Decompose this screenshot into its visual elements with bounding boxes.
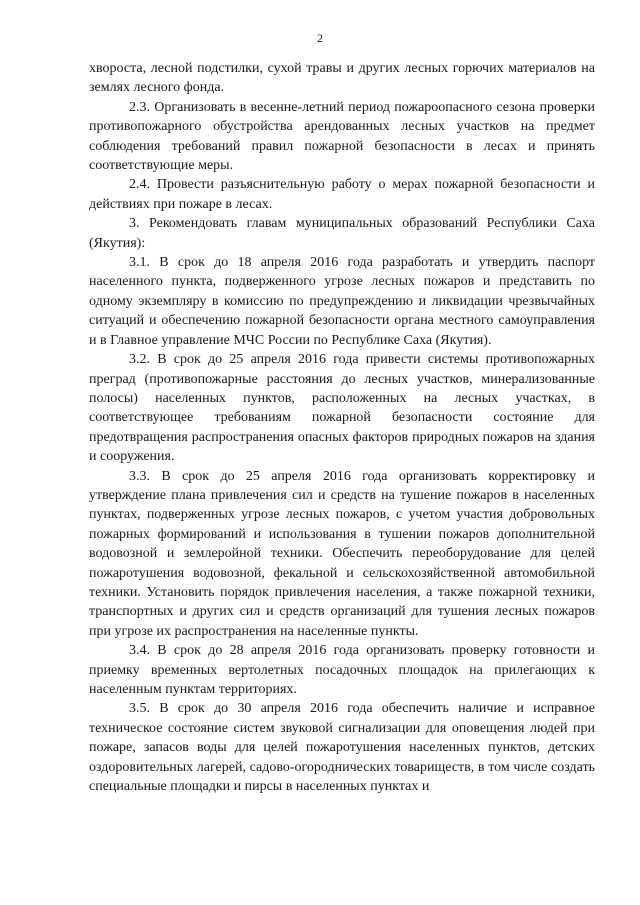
page-number: 2 — [317, 31, 323, 45]
paragraph-3-5: 3.5. В срок до 30 апреля 2016 года обеспечить наличие и исправное техническое состояние систем звуковой сигнализации для оповещения людей при пожаре, запасов воды для целей пожаротушения населенных пунктов, детских оздоровительных лагерей, садово-огороднических товариществ, в том числе создать специальные площадки и пирсы в населенных пунктах и — [89, 701, 595, 795]
paragraph-3-2: 3.2. В срок до 25 апреля 2016 года привести системы противопожарных преград (противопожарные расстояния до лесных участков, минерализованные полосы) населенных пунктов, расположенных на лесных участках, в соответствующее требованиям пожарной безопасности состояние для предотвращения распространения опасных факторов природных пожаров на здания и сооружения. — [89, 352, 595, 465]
paragraph-2-4: 2.4. Провести разъяснительную работу о мерах пожарной безопасности и действиях при пожаре в лесах. — [89, 177, 595, 212]
paragraph-3-3: 3.3. В срок до 25 апреля 2016 года организовать корректировку и утверждение плана привлечения сил и средств на тушение пожаров в населенных пунктах, подверженных угрозе лесных пожаров, с учетом участия добровольных пожарных формирований и использования в тушении пожаров дополнительной водовозной и землеройной техники. Обеспечить переоборудование для целей пожаротушения водовозной, фекальной и сельскохозяйственной автомобильной техники. Установить порядок привлечения населения, а также пожарной техники, транспортных и других сил и средств организаций для тушения лесных пожаров при угрозе их распространения на населенные пункты. — [89, 468, 595, 639]
paragraph-materials-continued: хвороста, лесной подстилки, сухой травы и других лесных горючих материалов на землях лесного фонда. — [89, 61, 595, 96]
paragraph-2-3: 2.3. Организовать в весенне-летний период пожароопасного сезона проверки противопожарного обустройства арендованных лесных участков на предмет соблюдения требований правил пожарной безопасности в лесах и принять соответствующие меры. — [89, 99, 595, 174]
paragraph-3: 3. Рекомендовать главам муниципальных образований Республики Саха (Якутия): — [89, 216, 595, 251]
document-body — [89, 59, 595, 796]
paragraph-3-4: 3.4. В срок до 28 апреля 2016 года организовать проверку готовности и приемку временных вертолетных посадочных площадок на прилегающих к населенным пунктам территориях. — [89, 643, 595, 697]
paragraph-3-1: 3.1. В срок до 18 апреля 2016 года разработать и утвердить паспорт населенного пункта, подверженного угрозе лесных пожаров и представить по одному экземпляру в комиссию по предупреждению и ликвидации чрезвычайных ситуаций и обеспечению пожарной безопасности органа местного самоуправления и в Главное управление МЧС России по Республике Саха (Якутия). — [89, 255, 595, 348]
